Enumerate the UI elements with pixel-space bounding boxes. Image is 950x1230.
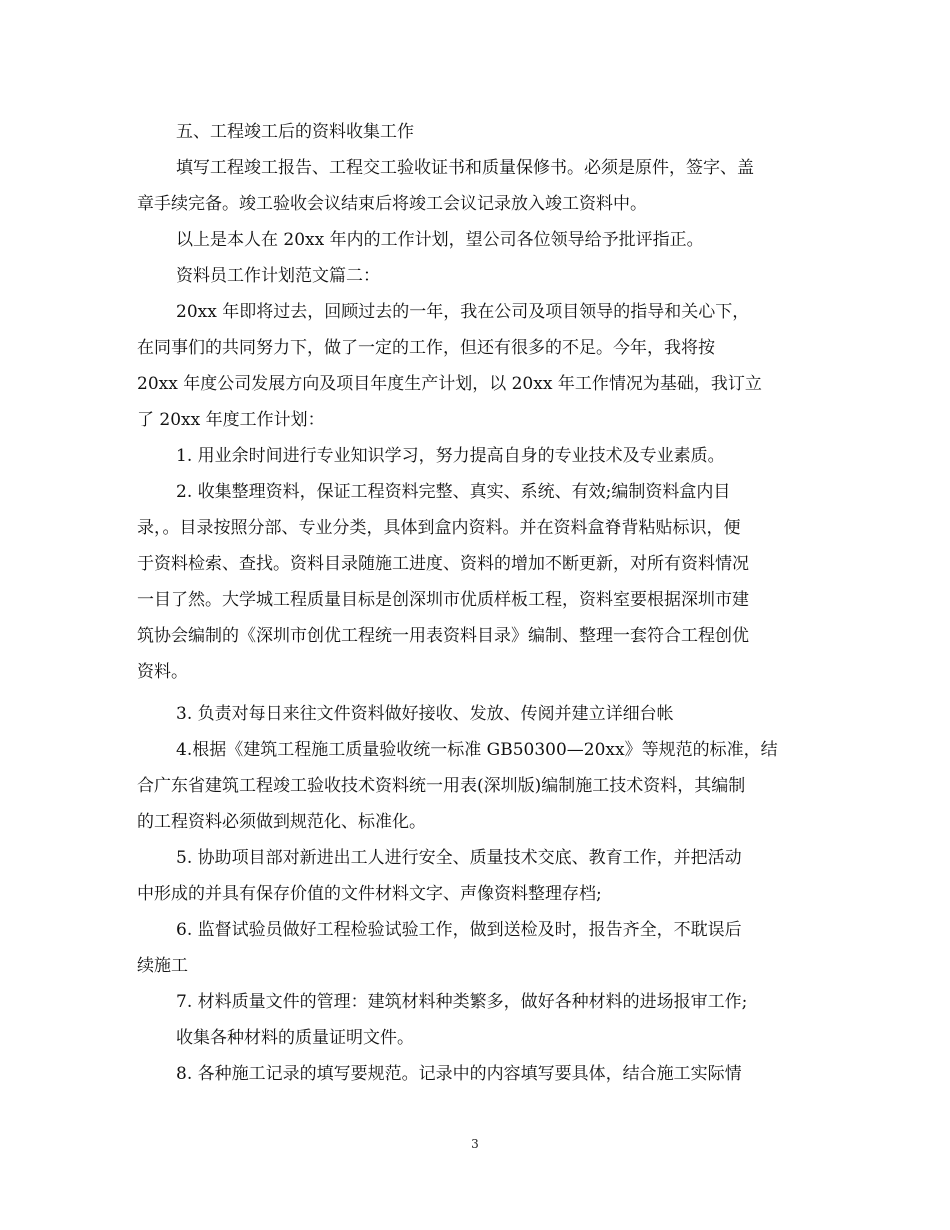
list-item-line: 4.根据《建筑工程施工质量验收统一标准 GB50300—20xx》等规范的标准，结 [176,740,778,760]
paragraph-line: 合广东省建筑工程竣工验收技术资料统一用表(深圳版)编制施工技术资料，其编制 [137,776,746,796]
paragraph-line: 章手续完备。竣工验收会议结束后将竣工会议记录放入竣工资料中。 [137,194,647,214]
paragraph-line: 续施工 [137,956,188,976]
paragraph-line: 以上是本人在 20xx 年内的工作计划，望公司各位领导给予批评指正。 [176,230,704,250]
paragraph-line: 资料。 [137,662,188,682]
paragraph-line: 筑协会编制的《深圳市创优工程统一用表资料目录》编制、整理一套符合工程创优 [137,626,749,646]
paragraph-line: 的工程资料必须做到规范化、标准化。 [137,812,426,832]
list-item-line: 1. 用业余时间进行专业知识学习，努力提高自身的专业技术及专业素质。 [176,446,725,466]
list-item-line: 6. 监督试验员做好工程检验试验工作，做到送检及时，报告齐全，不耽误后 [176,920,742,940]
page-number: 3 [471,1137,479,1151]
paragraph-line: 一目了然。大学城工程质量目标是创深圳市优质样板工程，资料室要根据深圳市建 [137,590,749,610]
list-item-line: 5. 协助项目部对新进出工人进行安全、质量技术交底、教育工作，并把活动 [176,848,742,868]
paragraph-line: 在同事们的共同努力下，做了一定的工作，但还有很多的不足。今年，我将按 [137,338,715,358]
section-heading: 五、工程竣工后的资料收集工作 [176,122,414,142]
paragraph-line: 填写工程竣工报告、工程交工验收证书和质量保修书。必须是原件，签字、盖 [176,158,754,178]
paragraph-line: 于资料检索、查找。资料目录随施工进度、资料的增加不断更新，对所有资料情况 [137,554,749,574]
section-heading: 资料员工作计划范文篇二： [176,266,380,286]
paragraph-line: 20xx 年度公司发展方向及项目年度生产计划，以 20xx 年工作情况为基础，我订立 [137,374,762,394]
paragraph-line: 中形成的并具有保存价值的文件材料文字、声像资料整理存档; [137,884,602,904]
list-item-line: 8. 各种施工记录的填写要规范。记录中的内容填写要具体，结合施工实际情 [176,1064,742,1084]
paragraph-line: 20xx 年即将过去，回顾过去的一年，我在公司及项目领导的指导和关心下， [176,302,750,322]
paragraph-line: 了 20xx 年度工作计划： [137,410,325,430]
list-item-line: 2. 收集整理资料，保证工程资料完整、真实、系统、有效;编制资料盒内目 [176,482,731,502]
paragraph-line: 收集各种材料的质量证明文件。 [176,1028,414,1048]
list-item-line: 7. 材料质量文件的管理：建筑材料种类繁多，做好各种材料的进场报审工作; [176,992,748,1012]
paragraph-line: 录，。目录按照分部、专业分类，具体到盒内资料。并在资料盒脊背粘贴标识，便 [137,518,741,538]
list-item-line: 3. 负责对每日来往文件资料做好接收、发放、传阅并建立详细台帐 [176,704,674,724]
